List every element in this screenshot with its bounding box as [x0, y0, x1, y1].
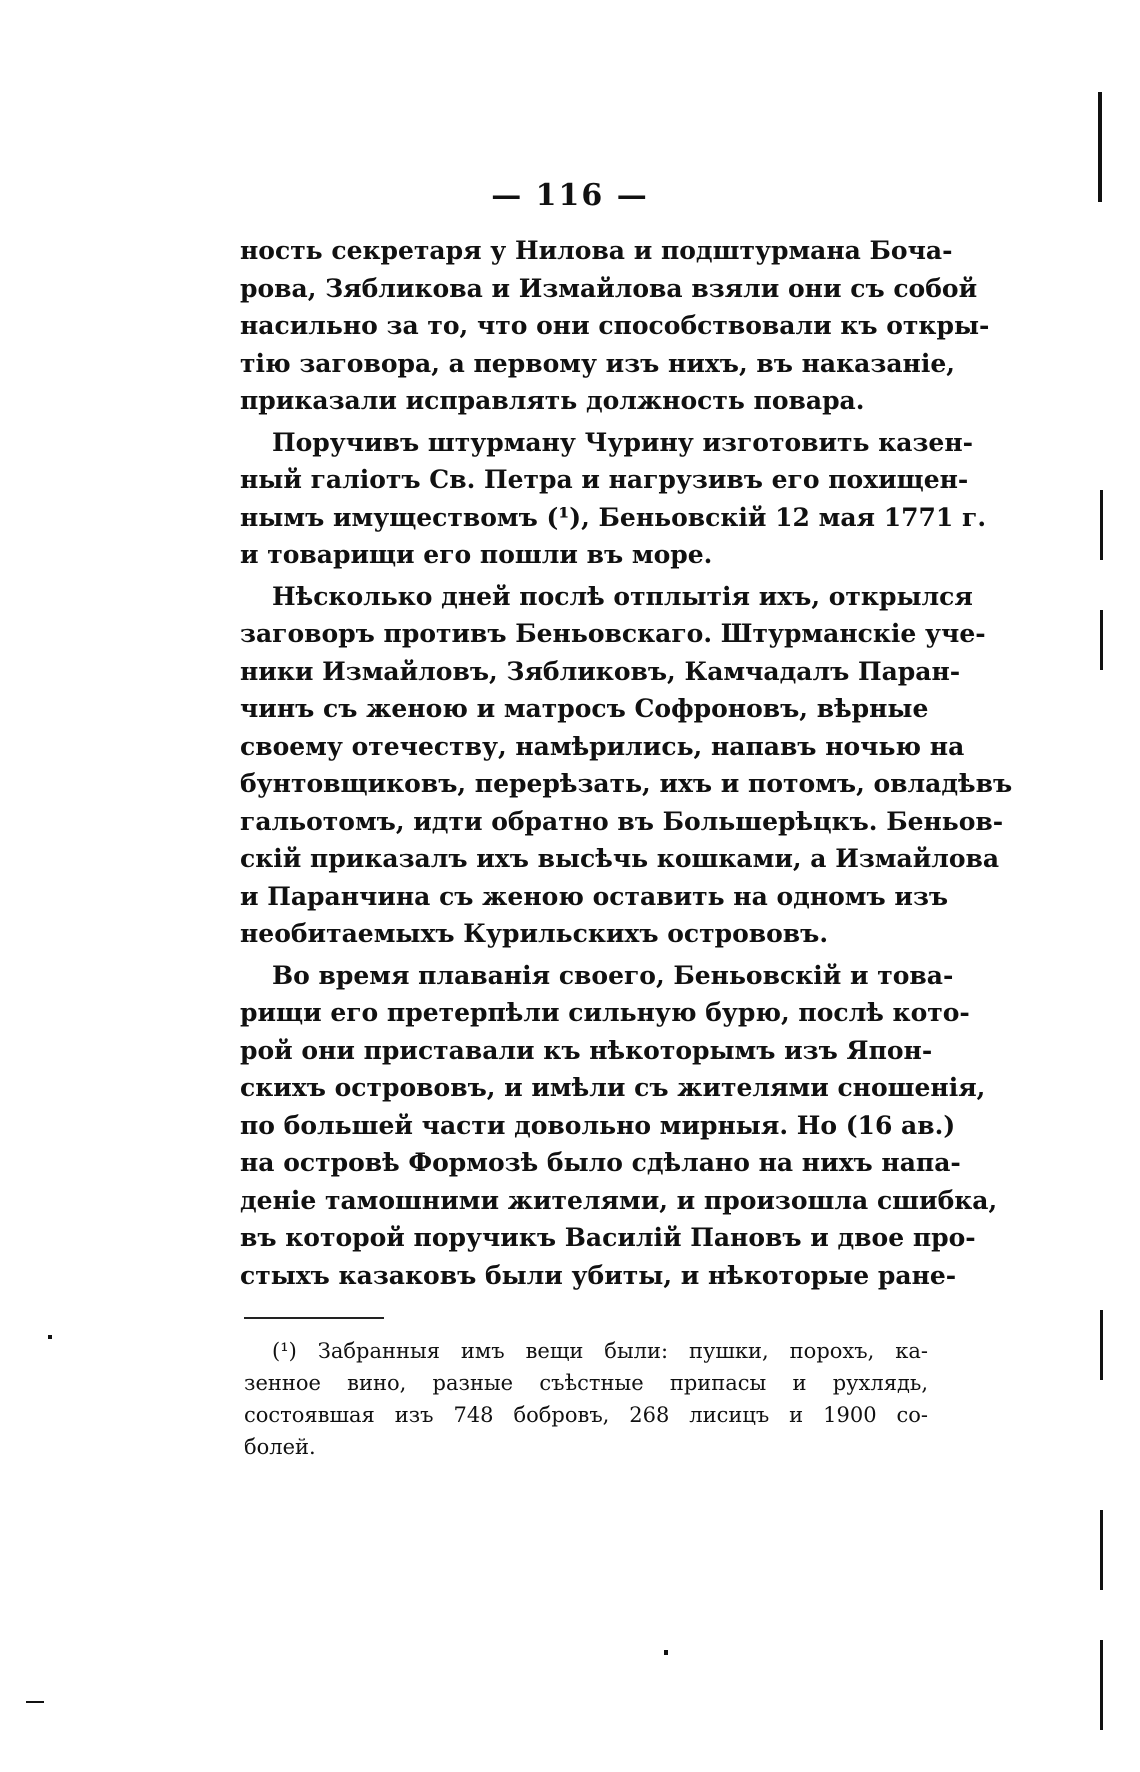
text-line: Во время плаванія своего, Беньовскій и това-	[272, 960, 954, 990]
footnote-line: зенное вино, разные съѣстные припасы и рухлядь,	[244, 1371, 928, 1395]
text-line: рова, Зябликова и Измайлова взяли они съ собой	[240, 273, 978, 303]
text-line: тію заговора, а первому изъ нихъ, въ наказаніе,	[240, 348, 955, 378]
scan-speck	[26, 1701, 44, 1703]
text-line: бунтовщиковъ, перерѣзать, ихъ и потомъ, овладѣвъ	[240, 769, 1013, 798]
text-line: на островѣ Формозѣ было сдѣлано на нихъ напа-	[240, 1148, 961, 1177]
scan-edge-mark	[1100, 1510, 1103, 1590]
scan-edge-mark	[1098, 92, 1102, 202]
text-line: ность секретаря у Нилова и подштурмана Боча-	[240, 236, 953, 265]
scan-speck	[664, 1650, 668, 1655]
text-line: своему отечеству, намѣрились, напавъ ночью на	[240, 731, 965, 761]
scan-edge-mark	[1100, 1310, 1103, 1380]
footnote-block	[244, 1335, 928, 1463]
text-line: приказали исправлять должность повара.	[240, 386, 865, 415]
text-line: ники Измайловъ, Зябликовъ, Камчадалъ Паран-	[240, 656, 961, 686]
text-line: по большей части довольно мирныя. Но (16 ав.)	[240, 1110, 956, 1140]
footnote-line: болей.	[244, 1435, 316, 1459]
text-line: заговоръ противъ Беньовскаго. Штурманскіе уче-	[240, 619, 986, 648]
page-number: — 116 —	[491, 178, 649, 213]
text-line: рой они приставали къ нѣкоторымъ изъ Япон-	[240, 1035, 933, 1065]
main-text	[240, 232, 1013, 1294]
text-line: насильно за то, что они способствовали къ откры-	[240, 311, 990, 340]
text-line: Нѣсколько дней послѣ отплытія ихъ, открылся	[272, 581, 973, 611]
text-line: и товарищи его пошли въ море.	[240, 540, 713, 569]
text-line: деніе тамошними жителями, и произошла сшибка,	[240, 1185, 998, 1215]
text-line: чинъ съ женою и матросъ Софроновъ, вѣрные	[240, 694, 929, 723]
text-line: стыхъ казаковъ были убиты, и нѣкоторые ране-	[240, 1260, 957, 1290]
scan-edge-mark	[1100, 1640, 1103, 1730]
text-line: рищи его претерпѣли сильную бурю, послѣ кото-	[240, 998, 970, 1027]
text-line: въ которой поручикъ Василій Пановъ и двое про-	[240, 1223, 976, 1252]
text-line: ный галіотъ Св. Петра и нагрузивъ его похищен-	[240, 465, 969, 494]
scan-speck	[48, 1335, 52, 1339]
text-line: необитаемыхъ Курильскихъ острововъ.	[240, 919, 829, 948]
text-line: скихъ острововъ, и имѣли съ жителями сношенія,	[240, 1073, 986, 1102]
scan-edge-mark	[1100, 490, 1103, 560]
text-line: скій приказалъ ихъ высѣчь кошками, а Измайлова	[240, 844, 1000, 873]
text-line: Поручивъ штурману Чурину изготовить казен-	[272, 427, 974, 457]
footnote-line: (¹) Забранныя имъ вещи были: пушки, порохъ, ка-	[272, 1339, 928, 1363]
footnote-divider	[244, 1317, 384, 1319]
footnote-line: состоявшая изъ 748 бобровъ, 268 лисицъ и 1900 со-	[244, 1403, 928, 1427]
text-line: нымъ имуществомъ (¹), Беньовскій 12 мая 1771 г.	[240, 502, 987, 532]
text-line: и Паранчина съ женою оставить на одномъ изъ	[240, 881, 949, 911]
scan-edge-mark	[1100, 610, 1103, 670]
text-line: гальотомъ, идти обратно въ Большерѣцкъ. Беньов-	[240, 806, 1004, 836]
